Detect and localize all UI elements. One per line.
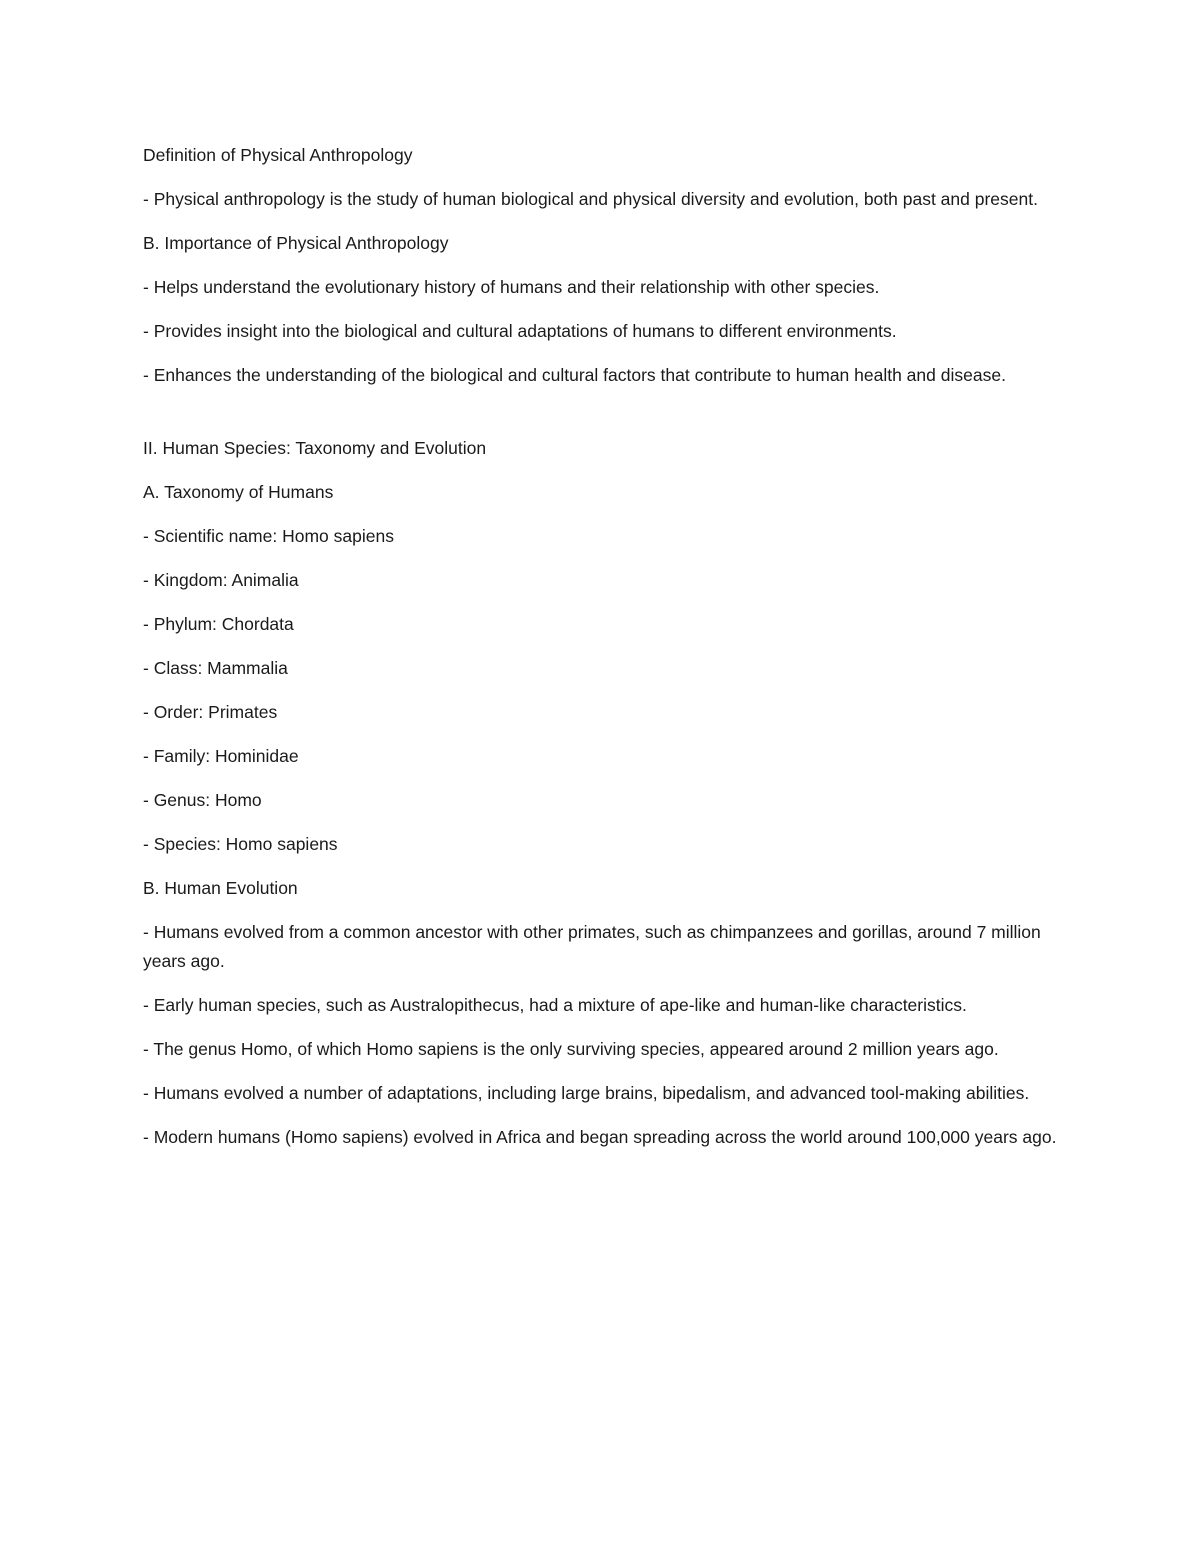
taxonomy-item: - Kingdom: Animalia: [143, 570, 299, 590]
importance-point: - Provides insight into the biological and cultural adaptations of humans to different environments.: [143, 321, 897, 341]
definition-paragraph: - Physical anthropology is the study of human biological and physical diversity and evolution, both past and present.: [143, 189, 1038, 209]
importance-point: - Helps understand the evolutionary history of humans and their relationship with other species.: [143, 277, 880, 297]
taxonomy-item: - Species: Homo sapiens: [143, 834, 338, 854]
taxonomy-item: - Family: Hominidae: [143, 746, 299, 766]
subsection-heading-taxonomy: A. Taxonomy of Humans: [143, 482, 334, 502]
section-heading-human-species: II. Human Species: Taxonomy and Evolution: [143, 438, 487, 458]
taxonomy-item: - Phylum: Chordata: [143, 614, 294, 634]
blank-line: [143, 405, 1063, 434]
evolution-point: - Early human species, such as Australopithecus, had a mixture of ape-like and human-like characteristics.: [143, 995, 967, 1015]
section-heading-importance: B. Importance of Physical Anthropology: [143, 233, 449, 253]
subsection-heading-evolution: B. Human Evolution: [143, 878, 298, 898]
evolution-point: - Modern humans (Homo sapiens) evolved in Africa and began spreading across the world around 100,000 years ago.: [143, 1127, 1057, 1147]
document-body: [143, 141, 1063, 1167]
taxonomy-item: - Order: Primates: [143, 702, 278, 722]
importance-point: - Enhances the understanding of the biological and cultural factors that contribute to human health and disease.: [143, 365, 1006, 385]
taxonomy-item: - Class: Mammalia: [143, 658, 288, 678]
taxonomy-item: - Genus: Homo: [143, 790, 262, 810]
evolution-point: - Humans evolved from a common ancestor with other primates, such as chimpanzees and gorillas, around 7 million years ago.: [143, 922, 1041, 971]
evolution-point: - Humans evolved a number of adaptations, including large brains, bipedalism, and advanced tool-making abilities.: [143, 1083, 1030, 1103]
taxonomy-item: - Scientific name: Homo sapiens: [143, 526, 394, 546]
section-heading-definition: Definition of Physical Anthropology: [143, 145, 413, 165]
evolution-point: - The genus Homo, of which Homo sapiens is the only surviving species, appeared around 2 million years ago.: [143, 1039, 999, 1059]
